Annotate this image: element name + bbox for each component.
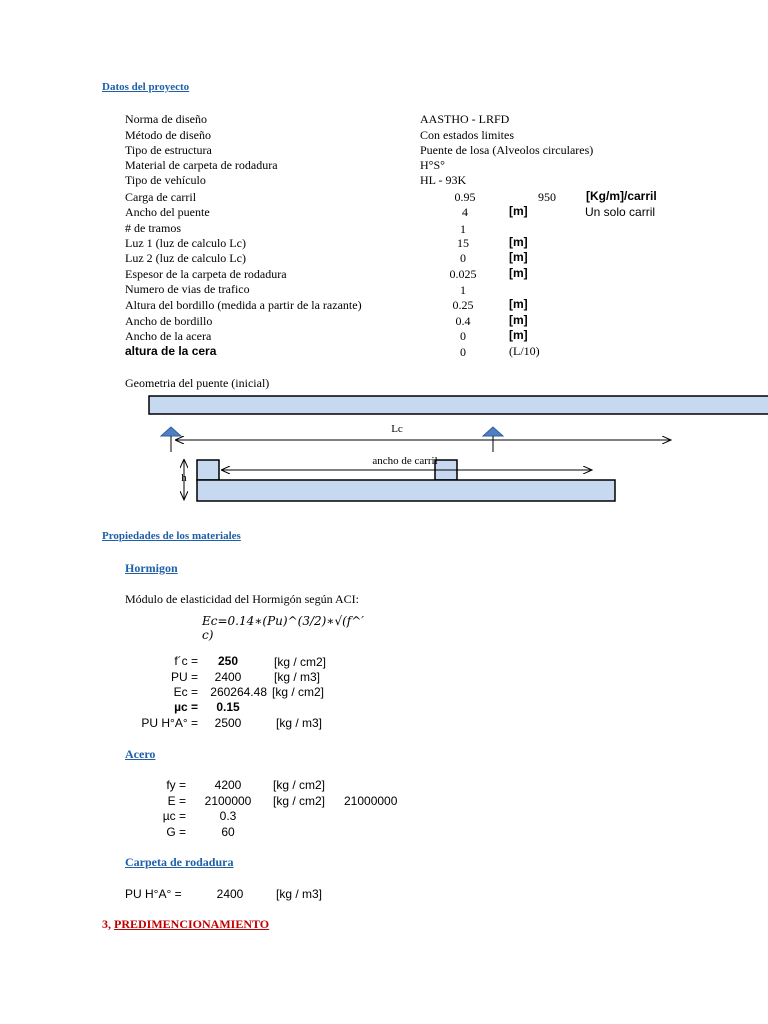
param-label: Espesor de la carpeta de rodadura (125, 267, 287, 281)
row-label: Tipo de vehículo (125, 173, 206, 187)
subheading-acero: Acero (125, 747, 156, 761)
row-label: Material de carpeta de rodadura (125, 158, 278, 172)
ec-formula-line1: Ec=0.14∗(Pu)^(3/2)∗√(f^′ (202, 614, 365, 628)
param-value: 0.95 (454, 190, 476, 204)
row-value: HL - 93K (420, 173, 467, 187)
h-label: h (181, 472, 187, 484)
left-curb (197, 460, 219, 480)
param-unit: [m] (509, 297, 528, 311)
prop-value: 0.15 (216, 700, 240, 714)
deck-beam (149, 396, 768, 414)
param-unit: [m] (509, 204, 528, 218)
param-unit: [Kg/m]/carril (586, 189, 657, 203)
prop-value: 2500 (214, 716, 242, 730)
param-label: Luz 2 (luz de calculo Lc) (125, 251, 246, 265)
prop-label: PU = (170, 670, 198, 684)
param-label: # de tramos (125, 221, 181, 235)
param-unit: [m] (509, 313, 528, 327)
prop-value: 260264.48 (210, 685, 267, 699)
param-label: Numero de vias de trafico (125, 282, 250, 296)
param-value: 0 (460, 251, 466, 265)
param-value: 4 (462, 205, 468, 219)
row-label: Método de diseño (125, 128, 211, 142)
param-extra: 950 (538, 190, 556, 204)
prop-unit: [kg / m3] (276, 887, 323, 901)
prop-unit: [kg / cm2] (273, 778, 326, 792)
prop-value: 4200 (214, 778, 242, 792)
prop-label: Ec = (173, 685, 198, 699)
param-label: altura de la cera (125, 344, 217, 358)
prop-unit: [kg / cm2] (274, 655, 327, 669)
prop-extra: 21000000 (344, 794, 398, 808)
row-value: Con estados limites (420, 128, 514, 142)
section-heading-datos: Datos del proyecto (102, 81, 190, 93)
param-value: 0 (460, 329, 466, 343)
prop-value: 2400 (214, 670, 242, 684)
bridge-geometry-diagram (0, 390, 768, 510)
param-unit: [m] (509, 250, 528, 264)
prop-label: fy = (166, 778, 186, 792)
param-value: 1 (460, 222, 466, 236)
row-value: Puente de losa (Alveolos circulares) (420, 143, 594, 157)
row-value: AASTHO - LRFD (420, 112, 510, 126)
prop-unit: [kg / m3] (276, 716, 323, 730)
prop-value: 60 (221, 825, 235, 839)
param-value: 0.25 (452, 298, 474, 312)
param-value: 0 (460, 345, 466, 359)
left-support-icon (161, 427, 181, 436)
param-value: 1 (460, 283, 466, 297)
subheading-carpeta: Carpeta de rodadura (125, 855, 234, 869)
param-label: Luz 1 (luz de calculo Lc) (125, 236, 246, 250)
param-unit: [m] (509, 266, 528, 280)
geometry-title: Geometria del puente (inicial) (125, 376, 270, 390)
subheading-hormigon: Hormigon (125, 561, 178, 575)
prop-label: PU H°A° = (125, 887, 182, 901)
ec-formula-line2: c) (202, 628, 214, 642)
prop-value: 2100000 (204, 794, 252, 808)
concrete-intro: Módulo de elasticidad del Hormigón según ACI: (125, 592, 359, 606)
prop-label: µc = (162, 809, 186, 823)
middle-support-icon (483, 427, 503, 436)
prop-value: 2400 (216, 887, 244, 901)
row-value: H°S° (420, 158, 445, 172)
prop-unit: [kg / cm2] (273, 794, 326, 808)
param-value: 0.025 (449, 267, 477, 281)
prop-label: µc = (174, 700, 198, 714)
prop-label: E = (167, 794, 186, 808)
param-unit: (L/10) (509, 344, 540, 358)
param-unit: [m] (509, 328, 528, 342)
row-label: Norma de diseño (125, 112, 207, 126)
prop-value: 0.3 (219, 809, 237, 823)
param-value: 15 (457, 236, 469, 250)
param-label: Carga de carril (125, 190, 197, 204)
param-label: Ancho del puente (125, 205, 210, 219)
prop-unit: [kg / m3] (274, 670, 321, 684)
param-unit: [m] (509, 235, 528, 249)
section-heading-materiales: Propiedades de los materiales (102, 530, 241, 542)
section-3-heading (102, 917, 269, 932)
prop-value: 250 (217, 654, 239, 668)
prop-label: PU H°A° = (141, 716, 198, 730)
lc-label: Lc (391, 423, 403, 435)
param-label: Ancho de bordillo (125, 314, 213, 328)
param-label: Ancho de la acera (125, 329, 212, 343)
row-label: Tipo de estructura (125, 143, 212, 157)
param-label: Altura del bordillo (medida a partir de la razante) (125, 298, 362, 312)
param-note: Un solo carril (585, 205, 656, 219)
prop-unit: [kg / cm2] (272, 685, 325, 699)
lane-label: ancho de carril (372, 455, 438, 467)
slab-section (197, 480, 615, 501)
param-value: 0.4 (455, 314, 471, 328)
section-3-title: PREDIMENCIONAMIENTO (114, 917, 270, 931)
section-3-number: 3, (102, 917, 111, 931)
prop-label: f´c = (174, 654, 198, 668)
prop-label: G = (166, 825, 186, 839)
